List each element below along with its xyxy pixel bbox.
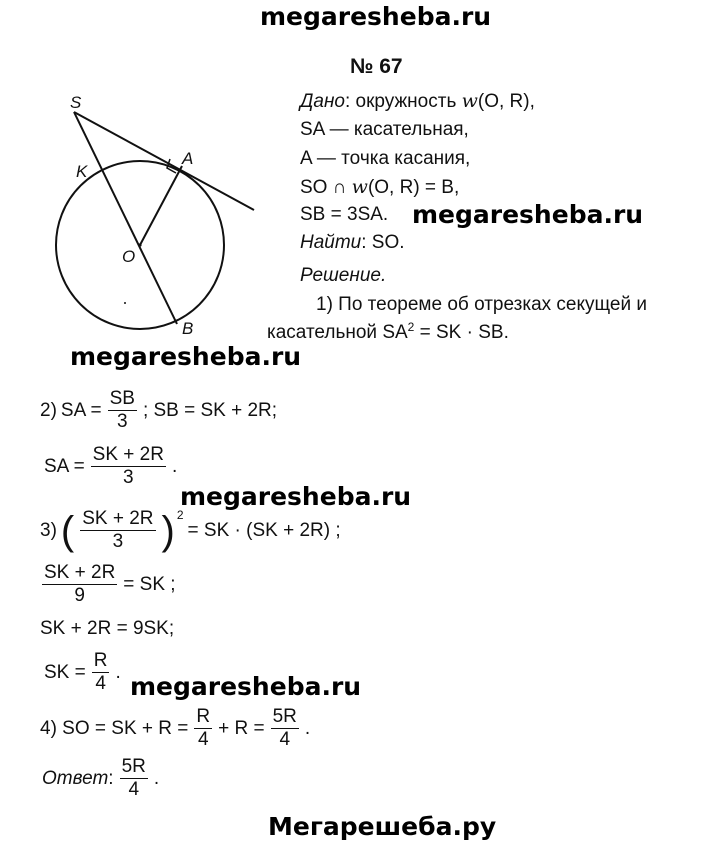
- footer-watermark: Мегарешеба.ру: [268, 812, 497, 841]
- tangent-line: [74, 112, 254, 210]
- step3c-line: SK + 2R = 9SK;: [40, 618, 175, 639]
- step3d-lhs: SK =: [44, 661, 86, 683]
- step3-number: 3): [40, 519, 57, 541]
- step3-fraction: [80, 508, 155, 553]
- w-symbol-2: w: [351, 176, 368, 198]
- center-point: [138, 243, 141, 246]
- watermark-top: megaresheba.ru: [260, 2, 492, 31]
- radius-OA: [140, 166, 182, 245]
- step4-row: [40, 706, 310, 751]
- answer-frac-num: 5R: [121, 756, 146, 777]
- label-K: K: [76, 162, 88, 181]
- step3b-row: [40, 562, 176, 607]
- answer-head: Ответ: [42, 767, 109, 789]
- step2-frac-den: 3: [116, 411, 128, 432]
- label-A: A: [182, 149, 194, 168]
- step2b-frac-den: 3: [123, 467, 134, 488]
- given-line-4: [300, 176, 459, 199]
- step2b-fraction: [91, 444, 166, 489]
- step2-lhs: SA =: [60, 399, 102, 421]
- label-S: S: [70, 93, 82, 112]
- step2b-row: [44, 444, 177, 489]
- step3-exponent: 2: [176, 507, 184, 522]
- answer-colon: :: [108, 767, 114, 789]
- step3-paren-left: (: [60, 508, 75, 553]
- step2b-lhs: SA =: [44, 455, 85, 477]
- given-line4-args: (O, R) = B,: [367, 177, 460, 198]
- given-line-2: SA — касательная,: [300, 119, 469, 140]
- watermark-left: megaresheba.ru: [70, 342, 302, 371]
- step3-paren-right: ): [161, 508, 175, 553]
- step4-f2-num: 5R: [272, 706, 297, 727]
- step1-line-1: 1) По теореме об отрезках секущей и: [316, 294, 648, 315]
- step3d-frac-num: R: [93, 650, 108, 671]
- find-rest: : SO.: [361, 232, 405, 253]
- step3b-frac-num: SK + 2R: [44, 562, 116, 583]
- find-line: [300, 232, 405, 254]
- watermark-mid-right: megaresheba.ru: [412, 200, 644, 229]
- step3-rest: = SK · (SK + 2R) ;: [187, 519, 341, 541]
- label-O: O: [122, 247, 136, 266]
- step1-line-2: [267, 322, 509, 344]
- w-symbol: w: [461, 90, 478, 112]
- given-line-3: A — точка касания,: [300, 148, 471, 169]
- step2-fraction: [108, 388, 137, 433]
- step2-frac-num: SB: [109, 388, 135, 409]
- secant-line: [74, 112, 177, 324]
- step2-row: [40, 388, 277, 433]
- step3d-frac-den: 4: [95, 673, 106, 694]
- step1-exponent: 2: [407, 320, 415, 334]
- given-line1-rest: : окружность: [344, 91, 462, 112]
- step3d-row: [44, 650, 121, 695]
- step4-f1-num: R: [196, 706, 211, 727]
- find-head: Найти: [300, 232, 362, 253]
- step3b-frac-den: 9: [74, 585, 85, 606]
- step2-number: 2): [40, 399, 57, 421]
- watermark-lower: megaresheba.ru: [130, 672, 362, 701]
- step3-frac-num: SK + 2R: [82, 508, 154, 529]
- given-head: Дано: [300, 91, 345, 112]
- label-B: B: [182, 319, 194, 338]
- step1-text: касательной: [267, 322, 383, 343]
- step4-f1-den: 4: [197, 729, 209, 750]
- step3-row: [40, 508, 341, 553]
- solution-head: Решение.: [300, 265, 387, 286]
- step4-fraction-2: [271, 706, 299, 751]
- given-line4-pre: SO ∩: [300, 177, 352, 198]
- step3d-fraction: [92, 650, 110, 695]
- step3-frac-den: 3: [112, 531, 124, 552]
- answer-fraction: [120, 756, 148, 801]
- step2b-end: .: [171, 455, 178, 477]
- answer-row: [42, 756, 159, 801]
- answer-frac-den: 4: [128, 779, 140, 800]
- step4-mid: + R =: [218, 717, 265, 739]
- step4-f2-den: 4: [279, 729, 291, 750]
- step3d-end: .: [115, 661, 121, 683]
- stray-dot: [124, 302, 126, 304]
- problem-number: № 67: [350, 55, 403, 78]
- answer-end: .: [153, 767, 160, 789]
- step4-pre: 4) SO = SK + R =: [40, 717, 189, 739]
- given-line-5: SB = 3SA.: [300, 204, 389, 225]
- geometry-figure: [40, 90, 280, 350]
- step3b-fraction: [42, 562, 117, 607]
- step4-end: .: [304, 717, 311, 739]
- step1-eq: = SK · SB.: [414, 322, 509, 343]
- step4-fraction-1: [194, 706, 212, 751]
- step2-rest: ; SB = SK + 2R;: [142, 399, 278, 421]
- given-line-1: [300, 90, 535, 113]
- given-circle-args: (O, R),: [477, 91, 535, 112]
- step3b-rest: = SK ;: [123, 573, 176, 595]
- step1-SA: SA: [382, 322, 408, 343]
- watermark-center: megaresheba.ru: [180, 482, 412, 511]
- step2b-frac-num: SK + 2R: [92, 444, 164, 465]
